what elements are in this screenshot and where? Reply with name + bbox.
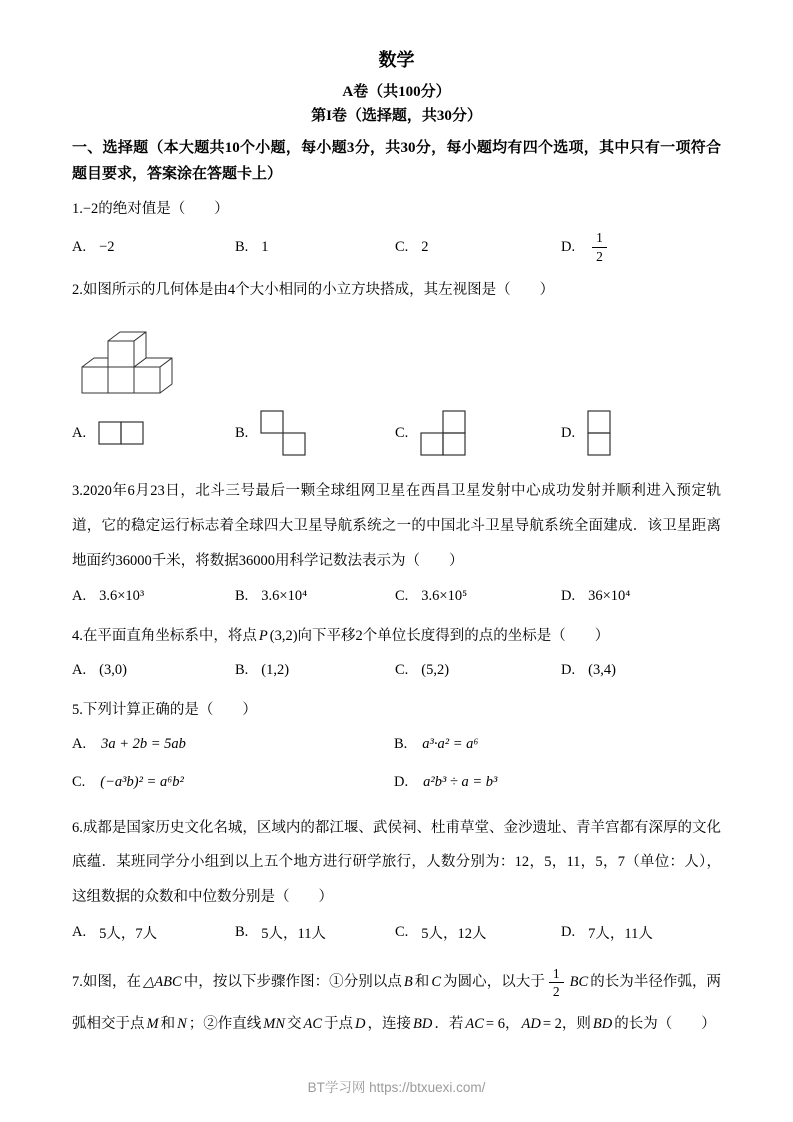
option-value: 7人，11人 [588,926,653,943]
question-3-text: 3.2020年6月23日，北斗三号最后一颗全球组网卫星在西昌卫星发射中心成功发射并顺利进入预定轨道，它的稳定运行标志着全球四大卫星导航系统之一的中国北斗卫星导航系统全面建成．该卫星距离地面约36000千米，将数据36000用科学记数法表示为（ ） [72,483,721,569]
option-label: D. [561,424,576,441]
option-value: 5人，7人 [99,926,158,943]
question-7-text: 7.如图，在 △ABC 中，按以下步骤作图：①分别以点 B 和 C 为圆心，以大于 $\frac{1}{2}$ BC 的长为半径作弧，两弧相交于点 M 和 N ；②作直线 MN 交 AC 于点 D ，连接 BD ．若 AC = 6， AD = 2，则 BD 的长为（ ） [72,965,722,1033]
option-label: B. [235,238,249,255]
question-4 [72,625,721,683]
question-7 [72,961,721,1045]
question-6-option-b [235,921,395,945]
question-2 [72,279,721,458]
page-title: 数学 [378,50,415,70]
option-label: A. [72,588,87,605]
question-4-options [72,659,721,683]
paper-subtitle-a: A卷（共100分） [342,84,451,100]
question-5-options [72,733,721,795]
question-6-options [72,921,721,945]
option-label: A. [72,924,87,941]
question-2-option-a [72,408,235,458]
option-label: B. [394,736,408,753]
option-value: 36×10⁴ [588,588,631,605]
left-view-option-a-shape [98,421,144,446]
question-2-options [72,408,721,458]
cube-solid-drawing [74,313,178,398]
option-value: a²b³ ÷ a = b³ [423,774,498,791]
option-value: 3.6×10⁴ [261,588,308,605]
question-6-option-c [395,921,561,945]
option-label: D. [394,774,409,791]
question-4-option-b [235,659,395,683]
option-label: A. [72,238,87,255]
option-value: −2 [99,238,115,255]
option-value: 5人，11人 [261,926,327,943]
question-3-options [72,585,721,609]
option-value: 3a + 2b = 5ab [101,736,186,753]
question-3-option-a [72,585,235,609]
question-1-options [72,231,721,263]
question-2-option-c [395,408,561,458]
option-label: C. [395,924,409,941]
question-1 [72,198,721,264]
left-view-option-c-shape [420,410,467,457]
question-1-option-c [395,235,561,259]
option-label: B. [235,924,249,941]
question-5-option-a [72,733,394,757]
question-2-option-d [561,408,721,458]
question-3-option-d [561,585,721,609]
question-4-text: 4.在平面直角坐标系中，将点 P (3,2)向下平移2个单位长度得到的点的坐标是（ ） [72,627,610,644]
question-6-option-a [72,921,235,945]
option-value: 3.6×10⁵ [421,588,468,605]
option-label: D. [561,662,576,679]
option-value: (5,2) [421,662,450,679]
option-value: (3,0) [99,662,127,679]
option-value: (3,4) [588,662,616,679]
question-4-option-c [395,659,561,683]
option-value: 2 [421,238,429,255]
cube-solid-figure [74,313,721,398]
option-label: A. [72,424,87,441]
option-label: A. [72,736,87,753]
option-value: 3.6×10³ [99,588,145,605]
option-label: B. [235,424,249,441]
option-label: C. [395,424,409,441]
option-label: C. [72,774,86,791]
option-value: a³·a² = a⁶ [422,736,479,753]
option-value: 5人，12人 [421,926,487,943]
question-5-option-d [394,771,721,795]
question-2-option-b [235,408,395,458]
question-2-text: 2.如图所示的几何体是由4个大小相同的小立方块搭成，其左视图是（ ） [72,282,555,299]
question-4-option-a [72,659,235,683]
option-label: D. [561,588,576,605]
question-4-option-d [561,659,721,683]
question-6-text: 6.成都是国家历史文化名城，区域内的都江堰、武侯祠、杜甫草堂、金沙遗址、青羊宫都有深厚的文化底蕴．某班同学分小组到以上五个地方进行研学旅行，人数分别为：12，5，11，5，7（单位：人），这组数据的众数和中位数分别是（ ） [72,819,721,906]
option-label: A. [72,662,87,679]
option-label: D. [561,238,576,255]
option-label: B. [235,662,249,679]
question-6 [72,811,721,945]
question-6-option-d [561,921,721,945]
section-header: 一、选择题（本大题共10个小题，每小题3分，共30分，每小题均有四个选项，其中只有一项符合题目要求，答案涂在答题卡上） [72,140,721,183]
question-5-option-c [72,771,394,795]
option-value: 1 [261,238,269,255]
paper-subtitle-b: 第I卷（选择题，共30分） [311,108,482,124]
left-view-option-b-shape [260,410,307,457]
question-5-text: 5.下列计算正确的是（ ） [72,701,257,718]
option-label: C. [395,588,409,605]
question-1-option-b [235,235,395,259]
question-3-option-c [395,585,561,609]
question-5 [72,699,721,795]
option-value: (1,2) [261,662,290,679]
left-view-option-d-shape [587,410,612,457]
option-label: D. [561,924,576,941]
option-value-fraction: $\frac{1}{2}$ [588,231,611,263]
option-label: C. [395,238,409,255]
question-3-option-b [235,585,395,609]
question-3 [72,474,721,608]
option-value: (−a³b)² = a⁶b² [100,774,184,791]
question-1-text: 1.−2的绝对值是（ ） [72,200,229,217]
option-label: B. [235,588,249,605]
question-1-option-d [561,231,721,263]
footer-watermark [0,1076,793,1096]
question-1-option-a [72,235,235,259]
question-5-option-b [394,733,721,757]
footer-site-link[interactable]: BT学习网 https://btxuexi.com/ [307,1080,486,1095]
option-label: C. [395,662,409,679]
